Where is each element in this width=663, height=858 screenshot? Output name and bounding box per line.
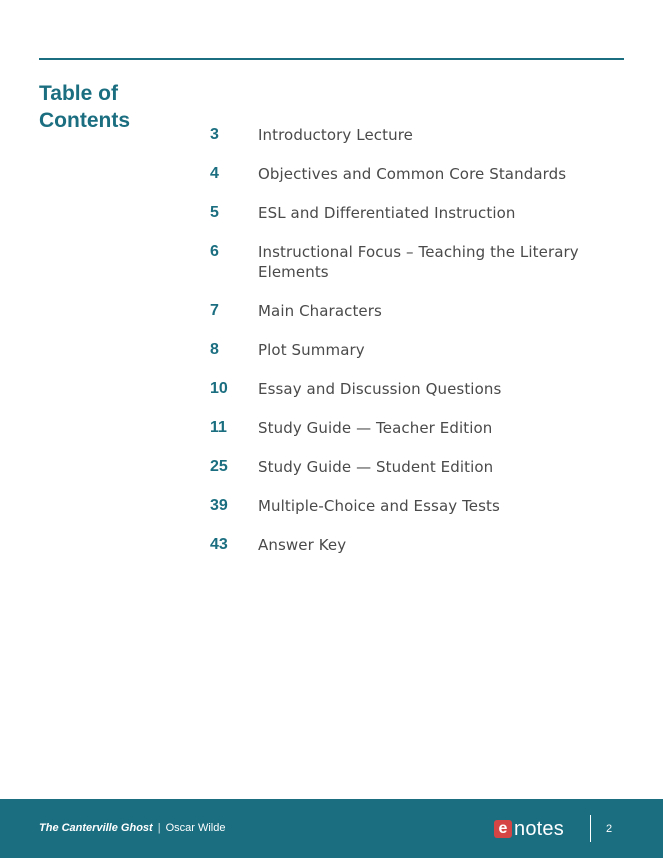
page-title: Table of Contents (39, 82, 130, 132)
logo-wordmark: notes (514, 818, 564, 840)
toc-page-number: 25 (210, 458, 228, 475)
toc-page-number: 11 (210, 419, 227, 436)
toc-page-number: 3 (210, 126, 219, 143)
toc-page-number: 39 (210, 497, 228, 514)
enotes-logo-icon[interactable] (494, 818, 564, 840)
footer-citation (39, 821, 225, 835)
toc-entry[interactable] (210, 125, 610, 145)
toc-entry-title: Answer Key (258, 536, 347, 554)
toc-entry[interactable] (210, 203, 610, 223)
footer-author: Oscar Wilde (165, 822, 226, 834)
footer-separator: | (157, 822, 161, 834)
toc-page-number: 6 (210, 243, 219, 260)
toc-entry[interactable] (210, 340, 610, 360)
toc-entry-title: Study Guide — Teacher Edition (258, 419, 493, 437)
toc-entry[interactable] (210, 535, 610, 555)
toc-entry-title: Main Characters (258, 302, 382, 320)
toc-page-number: 7 (210, 302, 219, 319)
toc-entry-title: Instructional Focus – Teaching the Literary Elements (258, 243, 579, 281)
logo-mark: e (494, 820, 512, 838)
toc-entry-title: Essay and Discussion Questions (258, 380, 502, 398)
toc-entry-title: Plot Summary (258, 341, 365, 359)
toc-entry-title: Introductory Lecture (258, 126, 413, 144)
table-of-contents (210, 125, 610, 574)
toc-page-number: 43 (210, 536, 228, 553)
toc-page-number: 5 (210, 204, 219, 221)
toc-page-number: 8 (210, 341, 219, 358)
toc-entry-title: Study Guide — Student Edition (258, 458, 494, 476)
toc-page-number: 10 (210, 380, 228, 397)
toc-entry[interactable] (210, 418, 610, 438)
footer-book-title: The Canterville Ghost (39, 822, 153, 834)
toc-entry-title: Objectives and Common Core Standards (258, 165, 567, 183)
page-footer (0, 799, 663, 858)
toc-entry[interactable] (210, 496, 610, 516)
page-number: 2 (606, 823, 613, 835)
toc-entry-title: Multiple-Choice and Essay Tests (258, 497, 500, 515)
toc-entry[interactable] (210, 457, 610, 477)
toc-page-number: 4 (210, 165, 219, 182)
toc-entry[interactable] (210, 301, 610, 321)
toc-entry[interactable] (210, 164, 610, 184)
toc-entry[interactable] (210, 242, 610, 282)
toc-entry[interactable] (210, 379, 610, 399)
header-divider (39, 58, 624, 60)
toc-entry-title: ESL and Differentiated Instruction (258, 204, 516, 222)
footer-divider (590, 815, 591, 842)
